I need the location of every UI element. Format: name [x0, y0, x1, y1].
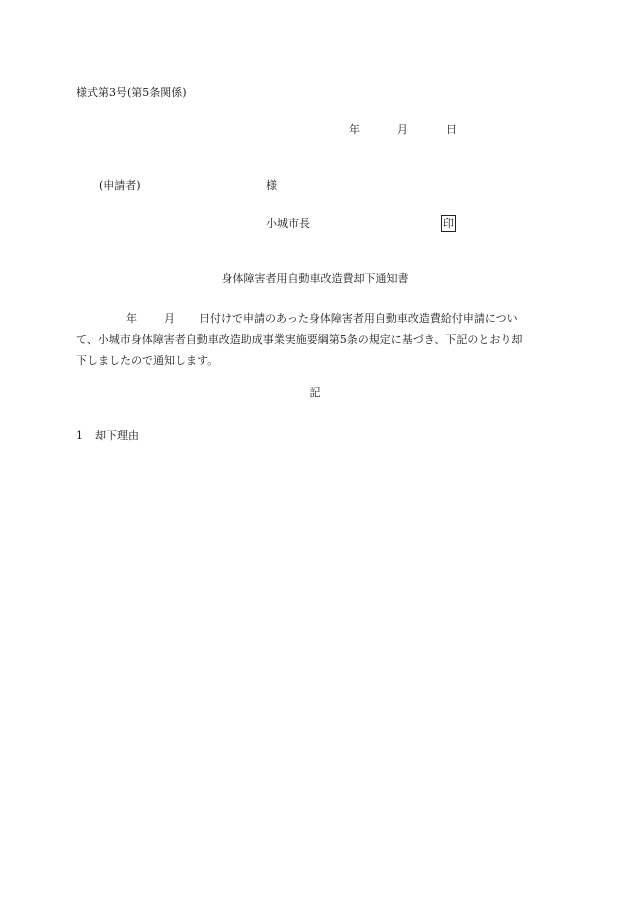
issuer-name: 小城市長: [266, 217, 310, 230]
date-year-label: 年: [349, 123, 360, 136]
date-month-label: 月: [397, 123, 408, 136]
rejection-reason-item: [76, 430, 139, 441]
body-month-label: 月: [164, 312, 175, 325]
notice-body: [76, 308, 556, 371]
date-day-label: 日: [446, 123, 457, 136]
body-line-1-text: 日付けで申請のあった身体障害者用自動車改造費給付申請につい: [199, 312, 518, 325]
form-number-label: 様式第3号(第5条関係): [76, 86, 187, 99]
body-year-label: 年: [126, 312, 137, 325]
applicant-honorific: 様: [266, 179, 277, 192]
body-line-1: [76, 308, 556, 329]
body-line-3: 下しましたので通知します。: [76, 354, 219, 367]
reason-label: 却下理由: [95, 429, 139, 442]
body-line-2: て、小城市身体障害者自動車改造助成事業実施要綱第5条の規定に基づき、下記のとおり却: [76, 333, 523, 346]
reason-number: 1: [76, 429, 83, 442]
applicant-label: (申請者): [99, 179, 141, 192]
ki-heading: 記: [309, 386, 321, 399]
document-title: 身体障害者用自動車改造費却下通知書: [221, 272, 409, 285]
seal-mark: 印: [443, 217, 454, 230]
